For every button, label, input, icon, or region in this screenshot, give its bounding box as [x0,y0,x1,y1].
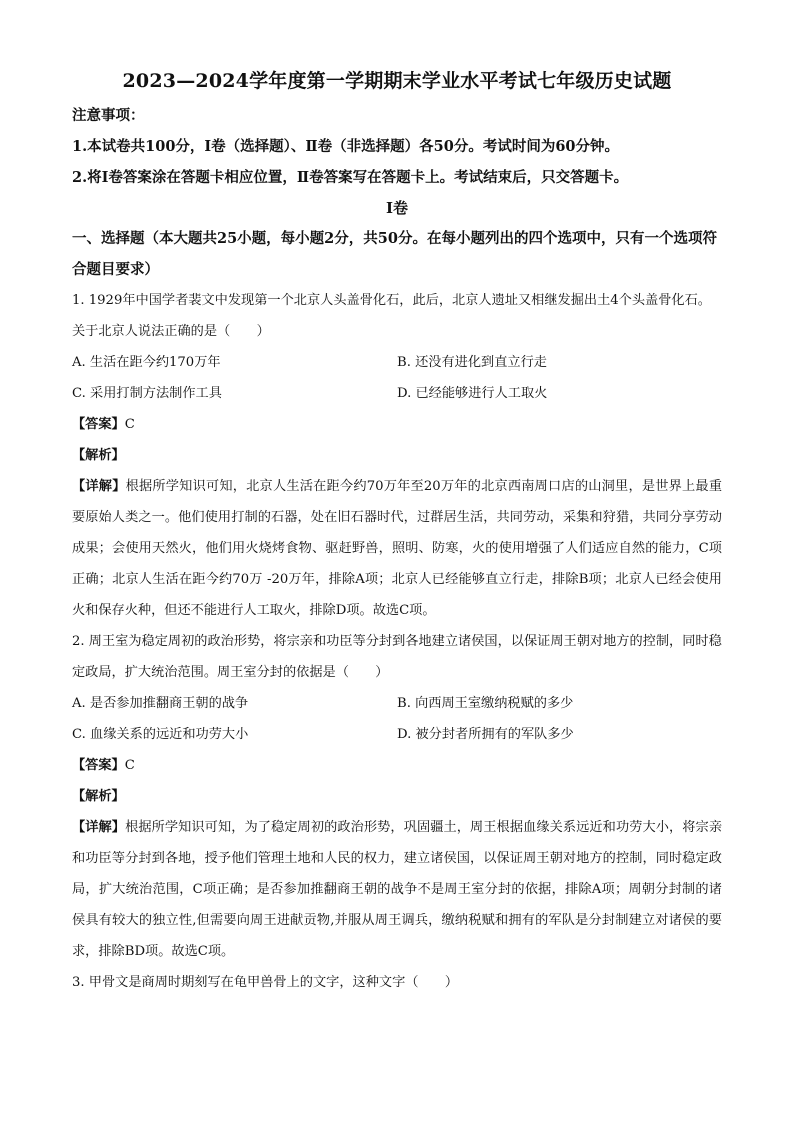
detail-text: 根据所学知识可知，北京人生活在距今约70万年至20万年的北京西南周口店的山洞里，是世界上最重要原始人类之一。他们使用打制的石器，处在旧石器时代，过群居生活，共同劳动，采集和狩猎，共同分享劳动成果；会使用天然火，他们用火烧烤食物、驱赶野兽，照明、防寒，火的使用增强了人们适应自然的能力，C项正确；北京人生活在距今约70万 -20万年，排除A项；北京人已经能够直立行走，排除B项；北京人已经会使用火和保存火种，但还不能进行人工取火，排除D项。故选C项。 [72,479,723,618]
section-mark: Ⅰ卷 [385,199,409,217]
answer-line [72,750,722,781]
exam-page [72,68,722,998]
page-title: 2023—2024学年度第一学期期末学业水平考试七年级历史试题 [122,70,672,92]
analysis-label: 【解析】 [72,448,125,463]
section-heading: 一、选择题（本大题共25小题，每小题2分，共50分。在每小题列出的四个选项中，只有一个选项符合题目要求） [72,230,717,278]
question-stem: 3. 甲骨文是商周时期刻写在龟甲兽骨上的文字，这种文字（ ） [72,975,459,990]
answer-value: C [124,417,135,432]
option-b: B. 还没有进化到直立行走 [397,355,547,370]
option-d: D. 已经能够进行人工取火 [397,386,548,401]
notice-heading: 注意事项： [72,107,145,124]
option-c: C. 采用打制方法制作工具 [72,386,222,401]
notice-item-1: 1.本试卷共100分，Ⅰ卷（选择题）、Ⅱ卷（非选择题）各50分。考试时间为60分钟。 [72,138,620,155]
option-a: A. 是否参加推翻商王朝的战争 [72,696,249,711]
question-2 [72,626,722,967]
answer-line [72,409,722,440]
question-options [72,688,722,750]
option-c: C. 血缘关系的远近和功劳大小 [72,727,249,742]
answer-label: 【答案】 [72,417,125,432]
question-stem: 2. 周王室为稳定周初的政治形势，将宗亲和功臣等分封到各地建立诸侯国，以保证周王朝对地方的控制，同时稳定政局，扩大统治范围。周王室分封的依据是（ ） [72,634,722,680]
question-stem: 1. 1929年中国学者裴文中发现第一个北京人头盖骨化石，此后，北京人遗址又相继发掘出土4个头盖骨化石。关于北京人说法正确的是（ ） [72,293,711,339]
question-3 [72,967,722,998]
detail-text: 根据所学知识可知，为了稳定周初的政治形势，巩固疆土，周王根据血缘关系远近和功劳大小，将宗亲和功臣等分封到各地，授予他们管理土地和人民的权力，建立诸侯国，以保证周王朝对地方的控制，同时稳定政局，扩大统治范围，C项正确；是否参加推翻商王朝的战争不是周王室分封的依据，排除A项；周朝分封制的诸侯具有较大的独立性,但需要向周王进献贡物,并服从周王调兵，缴纳税赋和拥有的军队是分封制建立对诸侯的要求，排除BD项。故选C项。 [72,820,723,959]
question-options [72,347,722,409]
analysis-line [72,781,722,812]
detail-label: 【详解】 [72,820,126,835]
detail-paragraph [72,812,722,967]
answer-value: C [124,758,135,773]
option-d: D. 被分封者所拥有的军队多少 [397,727,574,742]
analysis-line [72,440,722,471]
notice-item-2: 2.将Ⅰ卷答案涂在答题卡相应位置，Ⅱ卷答案写在答题卡上。考试结束后，只交答题卡。 [72,169,629,186]
question-1 [72,285,722,626]
answer-label: 【答案】 [72,758,125,773]
detail-paragraph [72,471,722,626]
option-b: B. 向西周王室缴纳税赋的多少 [397,696,574,711]
option-a: A. 生活在距今约170万年 [72,355,221,370]
analysis-label: 【解析】 [72,789,125,804]
detail-label: 【详解】 [72,479,126,494]
